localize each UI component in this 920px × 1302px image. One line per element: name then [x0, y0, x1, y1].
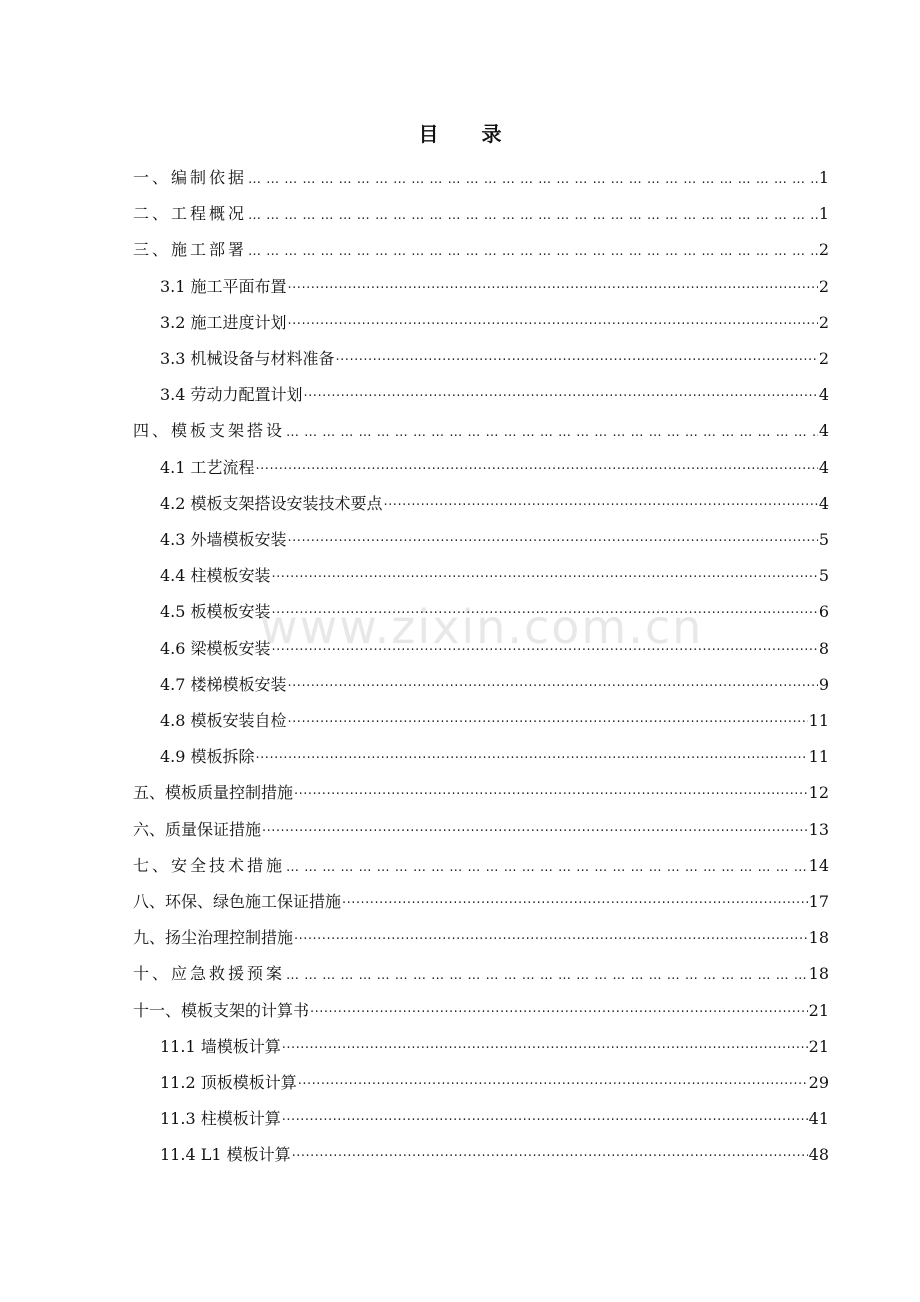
toc-entry[interactable] [160, 564, 829, 588]
toc-dot-leader [292, 1145, 808, 1167]
toc-dot-leader [384, 494, 818, 516]
toc-entry-label: 4.8 模板安装自检 [160, 711, 287, 730]
toc-entry-label: 三、施工部署 [133, 240, 248, 259]
toc-entry-page-number: 2 [818, 240, 829, 259]
toc-dot-leader [286, 856, 808, 878]
toc-dot-leader [256, 458, 818, 480]
toc-entry[interactable] [133, 419, 829, 443]
toc-title: 目 录 [418, 122, 520, 146]
toc-dot-leader [272, 602, 818, 624]
toc-entry-label: 六、质量保证措施 [133, 820, 262, 839]
toc-dot-leader [256, 747, 808, 769]
toc-entry[interactable] [160, 347, 829, 371]
toc-dot-leader [342, 892, 808, 914]
toc-dot-leader [248, 168, 818, 190]
toc-entry-page-number: 4 [818, 494, 829, 513]
toc-dot-leader [282, 1037, 808, 1059]
toc-entry-label: 五、模板质量控制措施 [133, 783, 294, 802]
toc-entry[interactable] [160, 745, 829, 769]
toc-entry-page-number: 1 [818, 168, 829, 187]
toc-dot-leader [282, 1109, 808, 1131]
toc-entry-page-number: 5 [818, 566, 829, 585]
toc-entry-label: 4.5 板模板安装 [160, 602, 271, 621]
toc-entry-page-number: 1 [818, 204, 829, 223]
toc-entry-label: 11.3 柱模板计算 [160, 1109, 281, 1128]
toc-entry-page-number: 9 [818, 675, 829, 694]
toc-entry-label: 4.7 楼梯模板安装 [160, 675, 287, 694]
toc-dot-leader [286, 964, 808, 986]
toc-entry[interactable] [160, 600, 829, 624]
toc-dot-leader [288, 711, 808, 733]
toc-entry-label: 四、模板支架搭设 [133, 421, 286, 440]
toc-entry[interactable] [160, 637, 829, 661]
toc-entry[interactable] [133, 999, 829, 1023]
toc-entry[interactable] [133, 781, 829, 805]
toc-entry-page-number: 4 [818, 421, 829, 440]
toc-entry-label: 11.1 墙模板计算 [160, 1037, 281, 1056]
toc-dot-leader [310, 1001, 808, 1023]
toc-entry-label: 11.2 顶板模板计算 [160, 1073, 297, 1092]
toc-entry-label: 4.4 柱模板安装 [160, 566, 271, 585]
toc-entry[interactable] [133, 166, 829, 190]
toc-entry-page-number: 11 [808, 711, 829, 730]
toc-entry-page-number: 2 [818, 349, 829, 368]
toc-entry-page-number: 21 [808, 1001, 829, 1020]
toc-entry[interactable] [160, 673, 829, 697]
toc-entry-label: 一、编制依据 [133, 168, 248, 187]
toc-entry[interactable] [133, 854, 829, 878]
toc-entry-label: 十一、模板支架的计算书 [133, 1001, 310, 1020]
toc-dot-leader [248, 204, 818, 226]
toc-entry-page-number: 14 [808, 856, 829, 875]
toc-entry-page-number: 4 [818, 385, 829, 404]
watermark: www.zixin.com.cn [260, 600, 704, 654]
toc-entry[interactable] [160, 311, 829, 335]
toc-entry-page-number: 29 [808, 1073, 829, 1092]
toc-dot-leader [288, 530, 818, 552]
toc-dot-leader [248, 240, 818, 262]
toc-dot-leader [286, 421, 818, 443]
toc-entry[interactable] [160, 1035, 829, 1059]
toc-entry-label: 11.4 L1 模板计算 [160, 1145, 291, 1164]
toc-dot-leader [288, 313, 818, 335]
toc-dot-leader [304, 385, 818, 407]
toc-entry[interactable] [133, 890, 829, 914]
toc-entry-page-number: 48 [808, 1145, 829, 1164]
toc-entry-page-number: 12 [808, 783, 829, 802]
toc-entry[interactable] [160, 1143, 829, 1167]
toc-entry-page-number: 18 [808, 928, 829, 947]
toc-entry-page-number: 6 [818, 602, 829, 621]
toc-dot-leader [288, 675, 818, 697]
toc-entry-label: 二、工程概况 [133, 204, 248, 223]
toc-entry-page-number: 21 [808, 1037, 829, 1056]
toc-entry-label: 八、环保、绿色施工保证措施 [133, 892, 342, 911]
toc-entry-page-number: 8 [818, 639, 829, 658]
toc-entry[interactable] [160, 528, 829, 552]
toc-entry-page-number: 4 [818, 458, 829, 477]
toc-entry[interactable] [160, 1107, 829, 1131]
toc-dot-leader [294, 928, 808, 950]
toc-entry-page-number: 18 [808, 964, 829, 983]
toc-entry[interactable] [133, 926, 829, 950]
toc-entry[interactable] [160, 456, 829, 480]
toc-dot-leader [298, 1073, 808, 1095]
toc-dot-leader [336, 349, 818, 371]
toc-entry[interactable] [133, 238, 829, 262]
toc-entry-label: 4.1 工艺流程 [160, 458, 255, 477]
toc-dot-leader [294, 783, 808, 805]
toc-entry-label: 3.2 施工进度计划 [160, 313, 287, 332]
toc-entry-page-number: 17 [808, 892, 829, 911]
toc-entry-label: 4.6 梁模板安装 [160, 639, 271, 658]
toc-entry-label: 3.1 施工平面布置 [160, 277, 287, 296]
toc-dot-leader [272, 639, 818, 661]
toc-entry-label: 七、安全技术措施 [133, 856, 286, 875]
toc-entry[interactable] [160, 275, 829, 299]
toc-dot-leader [262, 820, 808, 842]
toc-entry-label: 4.2 模板支架搭设安装技术要点 [160, 494, 383, 513]
toc-entry[interactable] [160, 1071, 829, 1095]
toc-entry-label: 3.3 机械设备与材料准备 [160, 349, 335, 368]
toc-dot-leader [272, 566, 818, 588]
toc-entry-page-number: 41 [808, 1109, 829, 1128]
toc-entry-page-number: 5 [818, 530, 829, 549]
toc-entry-label: 4.3 外墙模板安装 [160, 530, 287, 549]
toc-entry[interactable] [160, 709, 829, 733]
toc-entry-label: 九、扬尘治理控制措施 [133, 928, 294, 947]
toc-entry-page-number: 2 [818, 277, 829, 296]
toc-entry-label: 4.9 模板拆除 [160, 747, 255, 766]
toc-entry-label: 3.4 劳动力配置计划 [160, 385, 303, 404]
toc-entry-label: 十、应急救援预案 [133, 964, 286, 983]
toc-entry-page-number: 2 [818, 313, 829, 332]
toc-entry[interactable] [160, 383, 829, 407]
toc-dot-leader [288, 277, 818, 299]
toc-entry-page-number: 11 [808, 747, 829, 766]
toc-entry[interactable] [133, 962, 829, 986]
toc-entry[interactable] [133, 818, 829, 842]
toc-entry-page-number: 13 [808, 820, 829, 839]
toc-entry[interactable] [160, 492, 829, 516]
toc-entry[interactable] [133, 202, 829, 226]
